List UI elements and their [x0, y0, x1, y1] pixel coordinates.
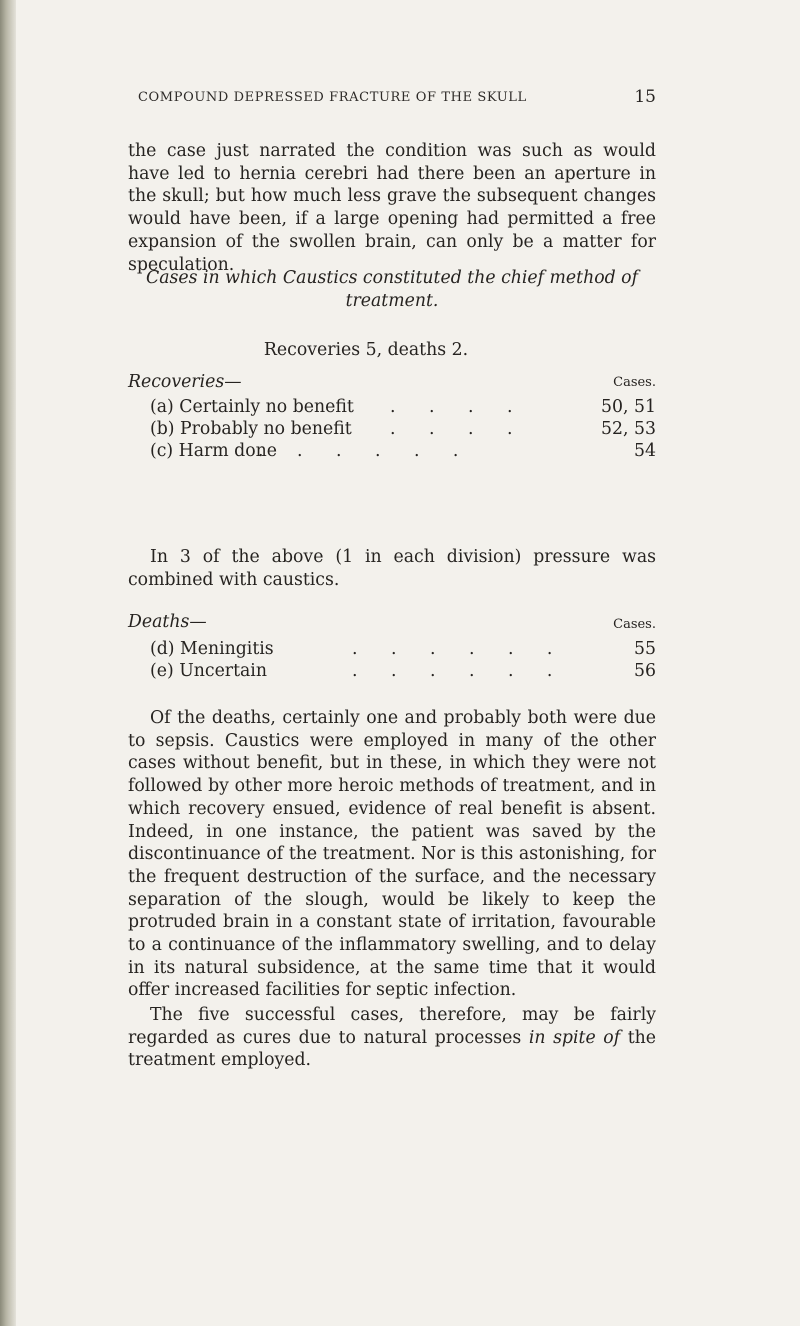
deaths-cases-label: Cases. — [613, 617, 656, 632]
recoveries-table — [128, 372, 656, 462]
summary-text: Recoveries 5, deaths 2. — [263, 340, 469, 360]
running-head: COMPOUND DEPRESSED FRACTURE OF THE SKULL — [138, 90, 527, 105]
paragraph-3-text: Of the deaths, certainly one and probably both were due to sepsis. Caustics were employed in many of the other cases without benefit, but in these, in which they were not followed by other more heroic methods of treatment, and in which recovery ensued, evidence of real benefit is absent. Indeed, in one instance, the patient was saved by the discontinuance of the treatment. Nor is this astonishing, for the frequent destruction of the surface, and the necessary separation of the slough, would be likely to keep the protruded brain in a constant state of irritation, favourable to a continuance of the inflammatory swelling, and to delay in its natural subsidence, at the same time that it would offer increased facilities for septic infection. — [128, 708, 656, 1001]
recoveries-header — [128, 372, 656, 396]
row-label: (e) Uncertain — [150, 661, 267, 681]
row-leader-dots: . . . . . . — [352, 639, 567, 659]
row-leader-dots: . . . . . . — [258, 441, 473, 461]
deaths-table — [128, 612, 656, 682]
summary-line — [128, 340, 656, 360]
book-binding-edge — [0, 0, 16, 1326]
paragraph-2-text: In 3 of the above (1 in each division) pressure was combined with caustics. — [128, 547, 656, 590]
section-heading — [128, 267, 656, 312]
row-label: (c) Harm done — [150, 441, 277, 461]
row-cases: 54 — [634, 441, 656, 461]
paragraph-4 — [128, 1004, 656, 1072]
paragraph-4-emphasis: in spite of — [528, 1027, 621, 1048]
row-cases: 56 — [634, 661, 656, 681]
deaths-title: Deaths— — [128, 612, 207, 632]
table-row — [128, 396, 656, 418]
paragraph-2 — [128, 546, 656, 591]
recoveries-cases-label: Cases. — [613, 375, 656, 390]
section-heading-text: Cases in which Caustics constituted the chief method of treatment. — [146, 268, 638, 311]
table-row — [128, 418, 656, 440]
row-leader-dots: . . . . — [390, 397, 527, 417]
row-leader-dots: . . . . . . — [352, 661, 567, 681]
row-cases: 55 — [634, 639, 656, 659]
table-row — [128, 638, 656, 660]
row-cases: 52, 53 — [601, 419, 656, 439]
recoveries-title: Recoveries— — [128, 372, 242, 392]
table-row — [128, 660, 656, 682]
paragraph-4-text — [128, 1004, 656, 1072]
paragraph-4-after: the treatment employed. — [128, 1027, 657, 1071]
page-header — [128, 87, 656, 110]
paragraph-3 — [128, 707, 656, 1002]
row-leader-dots: . . . . — [390, 419, 527, 439]
row-label: (b) Probably no benefit — [150, 419, 352, 439]
paragraph-1 — [128, 140, 656, 276]
paragraph-1-text: the case just narrated the condition was such as would have led to hernia cerebri had there been an aperture in the skull; but how much less grave the subsequent changes would have been, if a large opening had permitted a free expansion of the swollen brain, can only be a matter for speculation. — [128, 141, 656, 275]
row-label: (d) Meningitis — [150, 639, 274, 659]
page-number: 15 — [634, 87, 656, 107]
row-cases: 50, 51 — [601, 397, 656, 417]
paragraph-4-before: The five successful cases, therefore, may be fairly regarded as cures due to natural processes — [128, 1005, 656, 1048]
table-row — [128, 440, 656, 462]
deaths-header — [128, 612, 656, 638]
row-label: (a) Certainly no benefit — [150, 397, 354, 417]
